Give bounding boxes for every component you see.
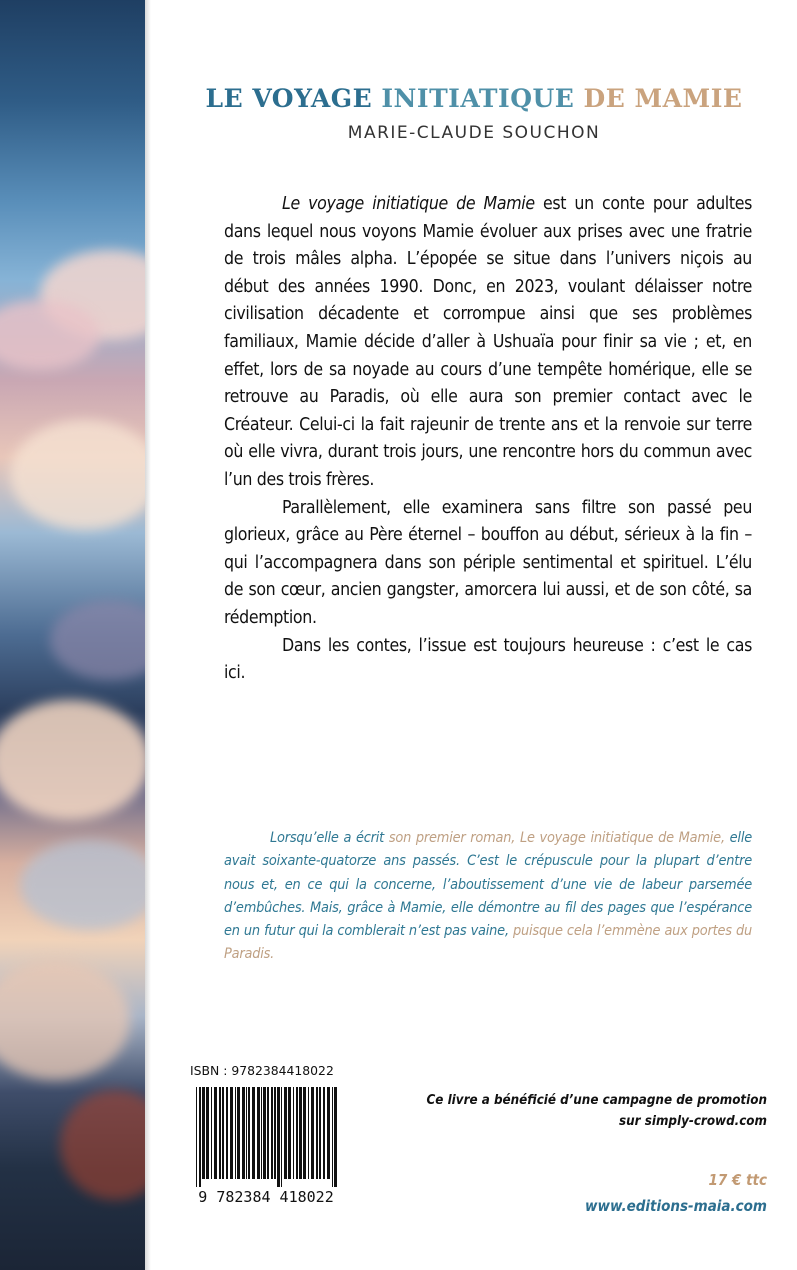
barcode-bar [308, 1087, 309, 1179]
isbn-label: ISBN : 9782384418022 [190, 1063, 334, 1078]
barcode-bar [257, 1087, 260, 1179]
barcode-bar [281, 1087, 282, 1187]
promotion-line-2: sur simply-crowd.com [619, 1114, 767, 1129]
barcode-bar [263, 1087, 266, 1179]
title-part-2: INITIATIQUE [381, 84, 584, 113]
barcode-bar [288, 1087, 291, 1179]
barcode-bar [222, 1087, 224, 1179]
blurb-segment-1: Lorsqu’elle a écrit [270, 830, 389, 846]
summary-book-title: Le voyage initiatique de Mamie [282, 194, 535, 214]
book-title [151, 84, 797, 113]
summary-text [224, 191, 752, 688]
barcode-bar [196, 1087, 197, 1187]
blurb-segment-3: elle avait soixante-quatorze ans passés. [224, 830, 752, 870]
title-part-3: DE MAMIE [583, 84, 743, 113]
title-part-1: LE VOYAGE [205, 84, 382, 113]
author-name: MARIE-CLAUDE SOUCHON [347, 123, 601, 143]
barcode-bar [296, 1087, 298, 1179]
barcode-bar [242, 1087, 245, 1179]
barcode-bar [293, 1087, 294, 1179]
barcode-bar [284, 1087, 287, 1179]
barcode-bar [248, 1087, 250, 1179]
barcode-bar [252, 1087, 255, 1179]
barcode-bar [226, 1087, 228, 1179]
blurb-segment-2: son premier roman, Le voyage initiatique de Mamie, [388, 830, 730, 846]
barcode-bar [327, 1087, 330, 1179]
barcode-bar [277, 1087, 280, 1187]
barcode-bar [199, 1087, 201, 1187]
summary-paragraph-2: Parallèlement, elle examinera sans filtre son passé peu glorieux, grâce au Père éternel – bouffon au début, sérieux à la fin – qui l’accompagnera dans son périple sentimental et spirituel. L’élu de son cœur, ancien gangster, amorcera lui aussi, et de son côté, sa rédemption. [224, 497, 752, 628]
author-blurb [224, 827, 752, 967]
barcode-bar [271, 1087, 273, 1179]
barcode-bar [299, 1087, 302, 1179]
spine-divider [145, 0, 151, 1270]
barcode-bar [219, 1087, 221, 1179]
cover-sky-illustration [0, 0, 145, 1270]
barcode-bar [261, 1087, 262, 1179]
summary-paragraph-3: Dans les contes, l’issue est toujours heureuse : c’est le cas ici. [224, 635, 752, 684]
blurb-segment-6: que l’espérance en un futur qui la comblerait n’est pas vaine, [224, 899, 752, 940]
barcode-bar [230, 1087, 233, 1179]
barcode-bar [235, 1087, 236, 1179]
blurb-segment-7: puisque cela l’emmène aux portes du Paradis. [224, 923, 752, 963]
promotion-line-1: Ce livre a bénéficié d’une campagne de promotion [426, 1093, 767, 1108]
blurb-segment-4: C’est le crépuscule pour la plupart d’entre nous et, en ce qui la concerne, l’aboutissement d’une vie de labeur parsemée d’embûches. [224, 853, 752, 916]
barcode-bar [303, 1087, 306, 1179]
barcode-bar [334, 1087, 337, 1187]
barcode-bar [319, 1087, 321, 1179]
barcode-bar [214, 1087, 217, 1179]
barcode-bar [246, 1087, 247, 1179]
barcode-bar [274, 1087, 276, 1179]
isbn-barcode [190, 1083, 342, 1205]
publisher-website: www.editions-maia.com [585, 1197, 767, 1215]
barcode-bar [332, 1087, 333, 1187]
promotion-note [427, 1090, 767, 1132]
price: 17 € ttc [708, 1171, 767, 1189]
barcode-bar [211, 1087, 212, 1179]
summary-paragraph-1-text: est un conte pour adultes dans lequel nous voyons Mamie évoluer aux prises avec une fratrie de trois mâles alpha. L’épopée se situe dans l’univers niçois au début des années 1990. Donc, en 2023, voulant délaisser notre civilisation décadente et corrompue ainsi que ses problèmes familiaux, Mamie décide d’aller à Ushuaïa pour finir sa vie ; et, en effet, lors de sa noyade au cours d’une tempête homérique, elle se retrouve au Paradis, où elle aura son premier contact avec le Créateur. Celui-ci la fait rajeunir de trente ans et la renvoie sur terre où elle vivra, durant trois jours, une rencontre hors du commun avec l’un des trois frères. [224, 194, 752, 490]
barcode-bar [206, 1087, 209, 1179]
barcode-bar [237, 1087, 240, 1179]
barcode-bar [316, 1087, 318, 1179]
barcode-bar [267, 1087, 269, 1179]
barcode-bar [323, 1087, 325, 1179]
barcode-bar [311, 1087, 314, 1179]
summary-paragraph-1 [224, 191, 752, 495]
barcode-bar [202, 1087, 205, 1179]
blurb-segment-5: Mais, grâce à Mamie, elle démontre au fil des pages [310, 899, 651, 916]
barcode-digits: 9 782384 418022 [198, 1188, 334, 1205]
